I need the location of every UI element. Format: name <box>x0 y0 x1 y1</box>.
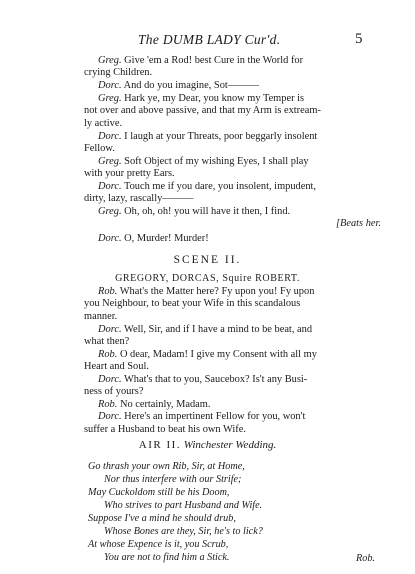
song-line: Nor thus interfere with our Strife; <box>104 474 242 485</box>
page-number: 5 <box>355 31 363 47</box>
song-line: Who strives to part Husband and Wife. <box>104 500 263 511</box>
song-line: You are not to find him a Stick. <box>104 552 230 563</box>
dialogue-line: dirty, lazy, rascally——— <box>84 193 194 204</box>
dialogue-line: Rob. O dear, Madam! I give my Consent with all my <box>98 349 317 360</box>
dialogue-line: Rob. What's the Matter here? Fy upon you! Fy upon <box>98 286 315 297</box>
dialogue-line: what then? <box>84 336 130 347</box>
dialogue-line: Dorc. Well, Sir, and if I have a mind to be beat, and <box>98 324 313 335</box>
running-header <box>0 32 415 50</box>
dialogue-line: Dorc. And do you imagine, Sot——— <box>98 80 259 91</box>
dialogue-line: Dorc. What's that to you, Saucebox? Is't any Busi- <box>98 374 308 385</box>
song-line: Go thrash your own Rib, Sir, at Home, <box>88 461 245 472</box>
dialogue-line: Fellow. <box>84 143 115 154</box>
scene-characters: GREGORY, DORCAS, Squire ROBERT. <box>115 273 300 284</box>
song-line: May Cuckoldom still be his Doom, <box>88 487 230 498</box>
dialogue-line: Greg. Give 'em a Rod! best Cure in the World for <box>98 55 304 66</box>
dialogue-line: Dorc. Here's an impertinent Fellow for you, won't <box>98 411 306 422</box>
song-line: Whose Bones are they, Sir, he's to lick? <box>104 526 263 537</box>
dialogue-line: Dorc. O, Murder! Murder! <box>98 233 209 244</box>
song-line: Suppose I've a mind he should drub, <box>88 513 236 524</box>
song-line: At whose Expence is it, you Scrub, <box>88 539 229 550</box>
dialogue-line: Dorc. I laugh at your Threats, poor beggarly insolent <box>98 131 318 142</box>
dialogue-line: you Neighbour, to beat your Wife in this scandalous <box>84 298 301 309</box>
dialogue-line: Greg. Oh, oh, oh! you will have it then, I find. <box>98 206 291 217</box>
stage-direction: [Beats her. <box>335 218 381 229</box>
dialogue-line: suffer a Husband to beat his own Wife. <box>84 424 246 435</box>
air-heading: AIR II. Winchester Wedding. <box>138 439 277 451</box>
dialogue-line: with your pretty Ears. <box>84 168 175 179</box>
dialogue-line: crying Children. <box>84 67 153 78</box>
dialogue-line: ness of yours? <box>84 386 144 397</box>
catchword: Rob. <box>356 553 375 564</box>
dialogue-line: Heart and Soul. <box>84 361 149 372</box>
dialogue-line: Rob. No certainly, Madam. <box>98 399 211 410</box>
dialogue-line: Greg. Hark ye, my Dear, you know my Temper is <box>98 93 305 104</box>
dialogue-line: manner. <box>84 311 118 322</box>
scene-heading: SCENE II. <box>173 254 242 266</box>
dialogue-line: not over and above passive, and that my Arm is extream- <box>84 105 321 116</box>
dialogue-line: ly active. <box>84 118 123 129</box>
dialogue-line: Greg. Soft Object of my wishing Eyes, I shall play <box>98 156 309 167</box>
running-title: The DUMB LADY Cur'd. <box>138 32 281 47</box>
dialogue-line: Dorc. Touch me if you dare, you insolent, impudent, <box>98 181 317 192</box>
